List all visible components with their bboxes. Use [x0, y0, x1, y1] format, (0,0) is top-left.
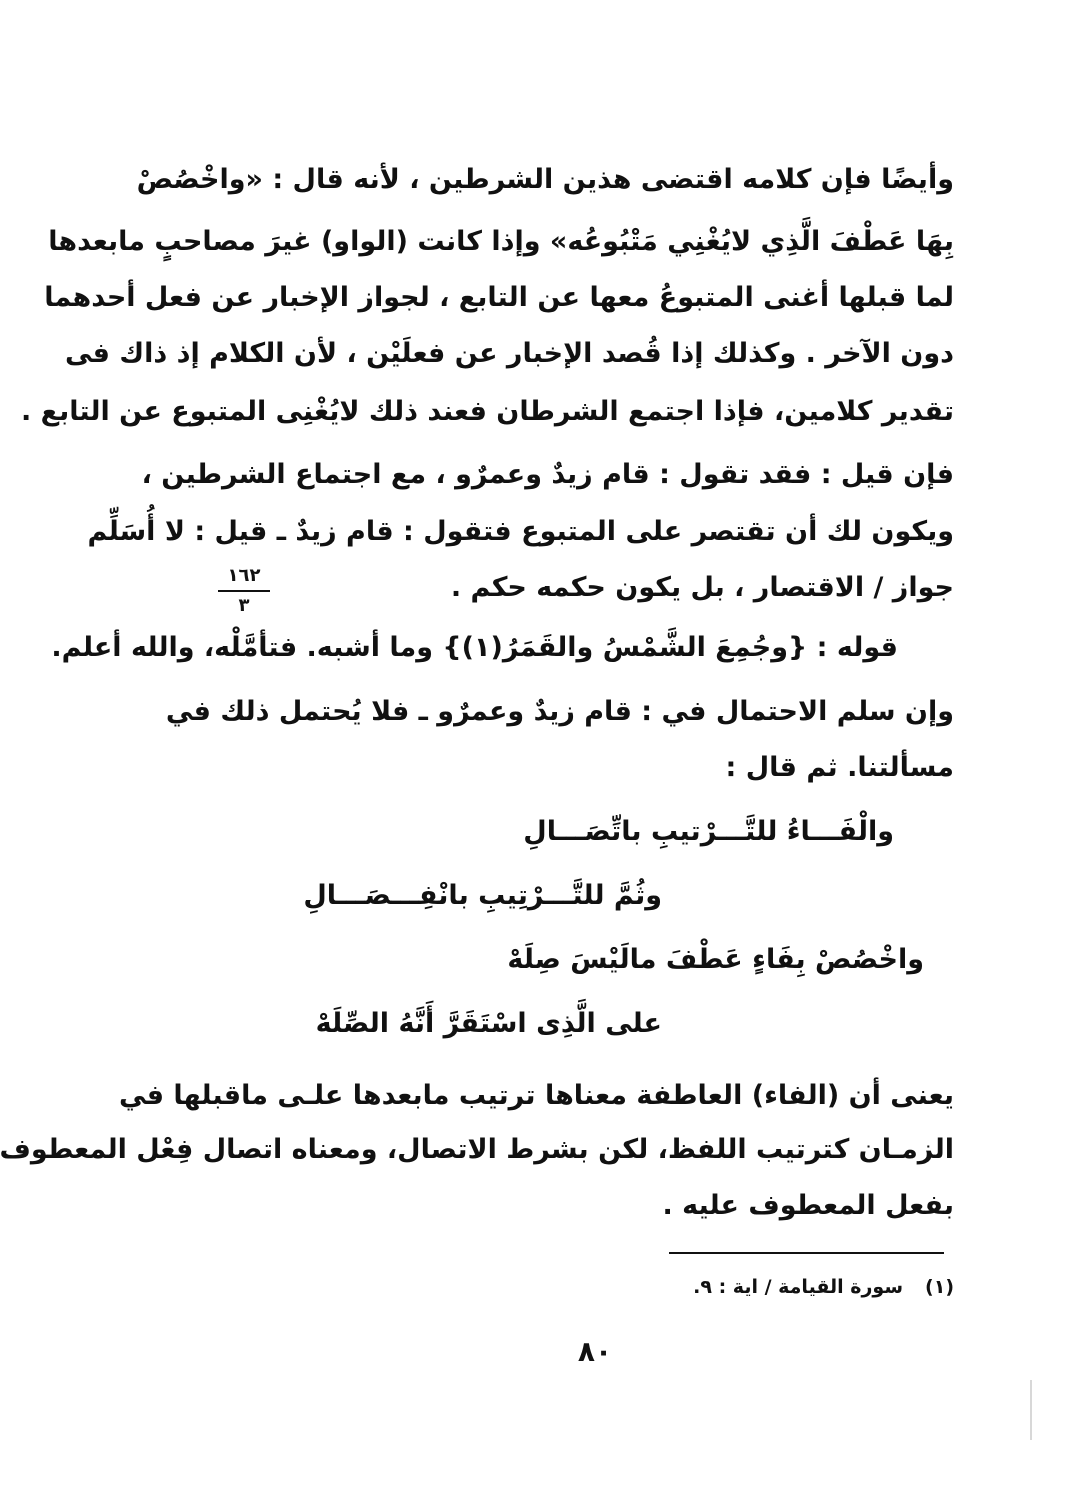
footnote-number: (١): [925, 1276, 954, 1298]
poem-verse: على الَّذِى اسْتَقَرَّ أَنَّهُ الصِّلَهْ: [315, 1008, 662, 1039]
poem-verse: واخْصُصْ بِفَاءٍ عَطْفَ مالَيْسَ صِلَهْ: [507, 944, 924, 975]
body-line: لما قبلها أغنى المتبوعُ معها عن التابع ، لجواز الإخبار عن فعل أحدهما: [44, 282, 954, 313]
body-line: تقدير كلامين، فإذا اجتمع الشرطان فعند ذلك لايُغْنِى المتبوع عن التابع .: [20, 396, 954, 427]
folio-divider: [218, 590, 270, 592]
page-number: ٨٠: [577, 1335, 613, 1368]
body-line: مسألتنا. ثم قال :: [725, 752, 954, 783]
body-line: الزمـان كترتيب اللفظ، لكن بشرط الاتصال، ومعناه اتصال فِعْل المعطوف: [0, 1134, 954, 1165]
body-line: ويكون لك أن تقتصر على المتبوع فتقول : قام زيدٌ ـ قيل : لا أُسَلِّم: [87, 516, 954, 547]
body-line: يعنى أن (الفاء) العاطفة معناها ترتيب مابعدها علـى ماقبلها في: [119, 1080, 954, 1111]
footnote-text: سورة القيامة / اية : ٩.: [693, 1276, 904, 1298]
body-line: دون الآخر . وكذلك إذا قُصد الإخبار عن فعلَيْن ، لأن الكلام إذ ذاك فى: [64, 338, 954, 369]
body-line: بِهَا عَطْفَ الَّذِي لايُغْنِي مَتْبُوعُه» وإذا كانت (الواو) غيرَ مصاحبٍ مابعدها: [48, 226, 954, 257]
scan-artifact: [1030, 1380, 1032, 1440]
poem-verse: وثُمَّ للتَّـــرْتِيبِ بانْفِـــصَـــالِ: [303, 880, 662, 911]
body-line: وأيضًا فإن كلامه اقتضى هذين الشرطين ، لأنه قال : «واخْصُصْ: [136, 164, 954, 195]
manuscript-folio-reference: [214, 565, 274, 617]
body-line: بفعل المعطوف عليه .: [662, 1190, 954, 1221]
footnote: [693, 1272, 954, 1302]
quoted-verse-line: قوله : {وجُمِعَ الشَّمْسُ والقَمَرُ(١)} وما أشبه. فتأمَّلْه، والله أعلم.: [51, 632, 898, 663]
folio-side: ٣: [238, 595, 250, 616]
body-line: وإن سلم الاحتمال في : قام زيدٌ وعمرٌو ـ فلا يُحتمل ذلك في: [165, 696, 954, 727]
poem-verse: والْفَـــاءُ للتَّـــرْتيبِ باتِّصَـــالِ: [523, 816, 894, 847]
body-line: فإن قيل : فقد تقول : قام زيدٌ وعمرٌو ، مع اجتماع الشرطين ،: [141, 459, 954, 490]
body-line: جواز / الاقتصار ، بل يكون حكمه حكم .: [450, 572, 954, 603]
folio-number: ١٦٢: [227, 565, 261, 586]
footnote-separator: [669, 1252, 944, 1254]
